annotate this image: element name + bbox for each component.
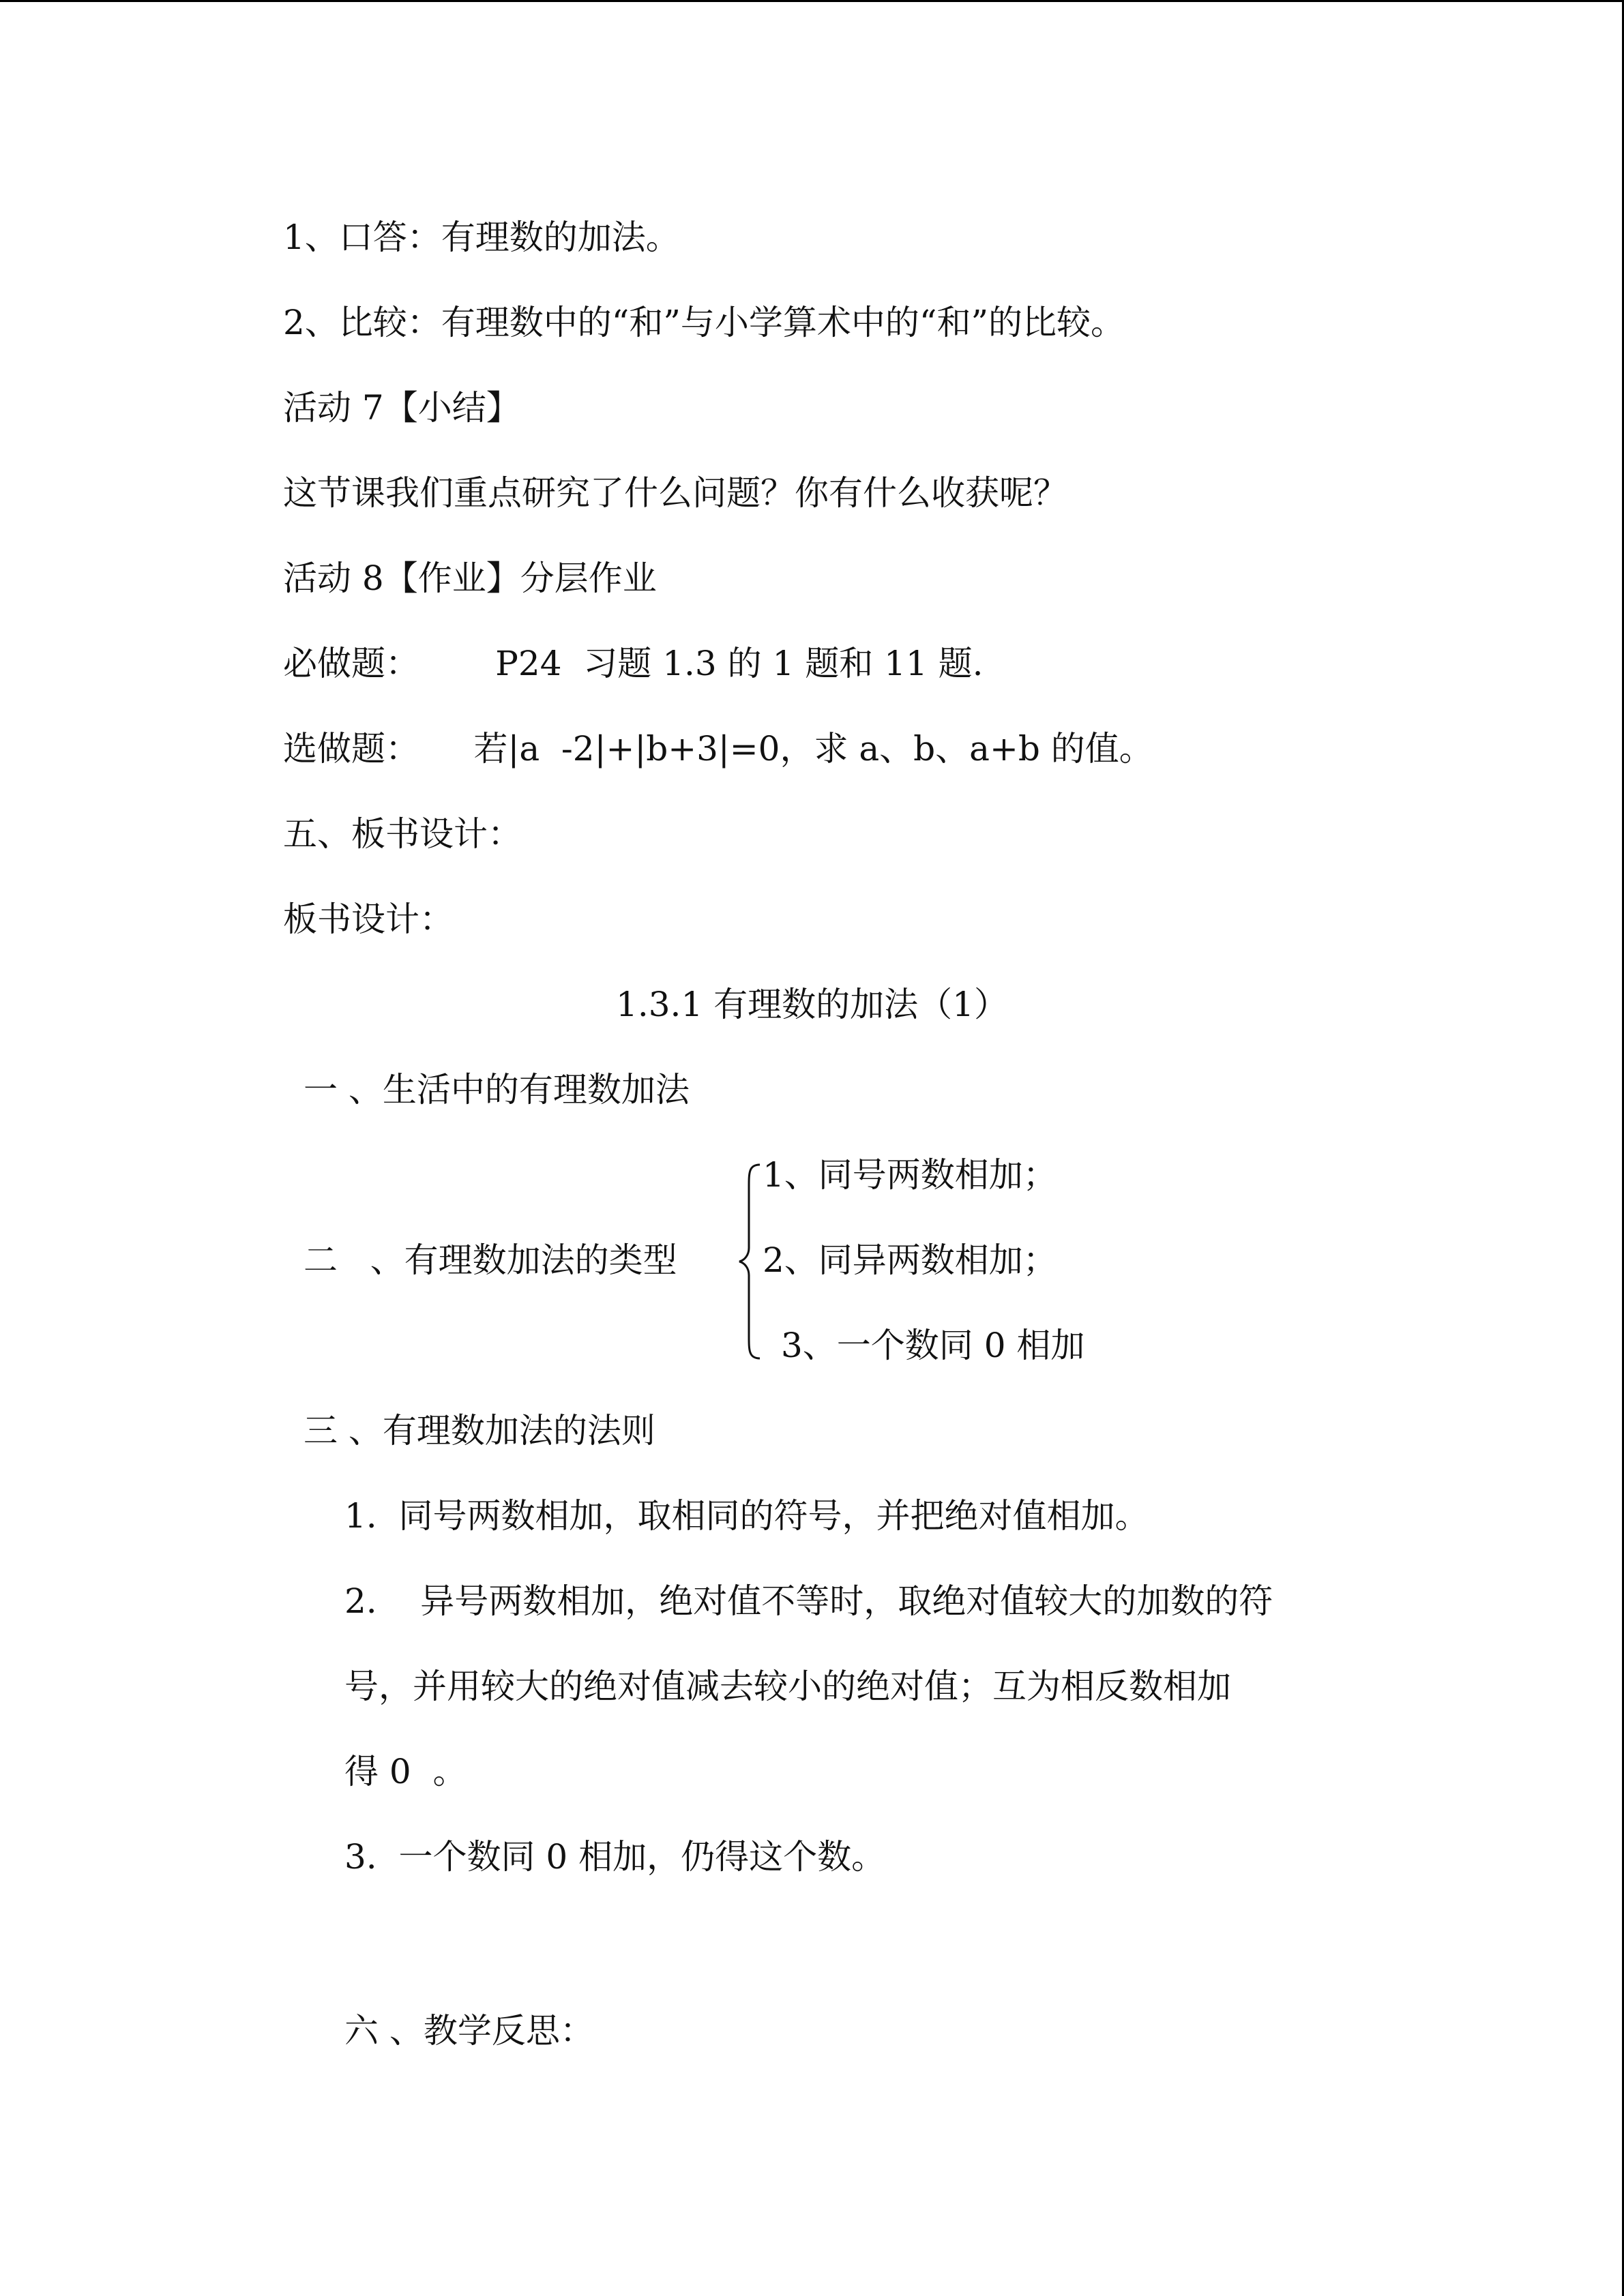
board-design-label: 板书设计： [283, 899, 454, 939]
addition-type-item-1: 1、同号两数相加； [763, 1155, 1057, 1195]
section-6-heading: 六 、教学反思： [344, 2011, 594, 2051]
board-section-3: 三 、有理数加法的法则 [304, 1411, 655, 1450]
board-title: 1.3.1 有理数的加法（1） [616, 985, 1008, 1024]
board-section-2-label: 二 、有理数加法的类型 [304, 1240, 677, 1280]
activity-7-heading: 活动 7【小结】 [283, 388, 520, 428]
optional-homework: 选做题： 若|a -2|+|b+3|=0，求 a、b、a+b 的值。 [283, 729, 1153, 769]
rule-1: 1. 同号两数相加，取相同的符号，并把绝对值相加。 [344, 1496, 1149, 1536]
page-border-top [0, 0, 1624, 2]
section-5-heading: 五、板书设计： [283, 814, 522, 854]
rule-2-line-3: 得 0 。 [344, 1752, 467, 1791]
required-homework: 必做题： P24 习题 1.3 的 1 题和 11 题. [283, 644, 984, 683]
curly-brace-icon [737, 1159, 764, 1364]
review-oral-answer: 1、口答：有理数的加法。 [283, 218, 680, 257]
board-section-1: 一 、生活中的有理数加法 [304, 1070, 690, 1109]
addition-type-item-3: 3、一个数同 0 相加 [781, 1326, 1085, 1365]
summary-question: 这节课我们重点研究了什么问题？你有什么收获呢？ [283, 473, 1067, 513]
review-comparison: 2、比较：有理数中的“和”与小学算术中的“和”的比较。 [283, 303, 1125, 342]
activity-8-heading: 活动 8【作业】分层作业 [283, 558, 657, 598]
addition-type-item-2: 2、同异两数相加； [763, 1240, 1057, 1280]
rule-3: 3. 一个数同 0 相加，仍得这个数。 [344, 1837, 886, 1877]
rule-2-line-2: 号，并用较大的绝对值减去较小的绝对值；互为相反数相加 [344, 1667, 1231, 1706]
rule-2-line-1: 2. 异号两数相加，绝对值不等时，取绝对值较大的加数的符 [344, 1581, 1273, 1621]
